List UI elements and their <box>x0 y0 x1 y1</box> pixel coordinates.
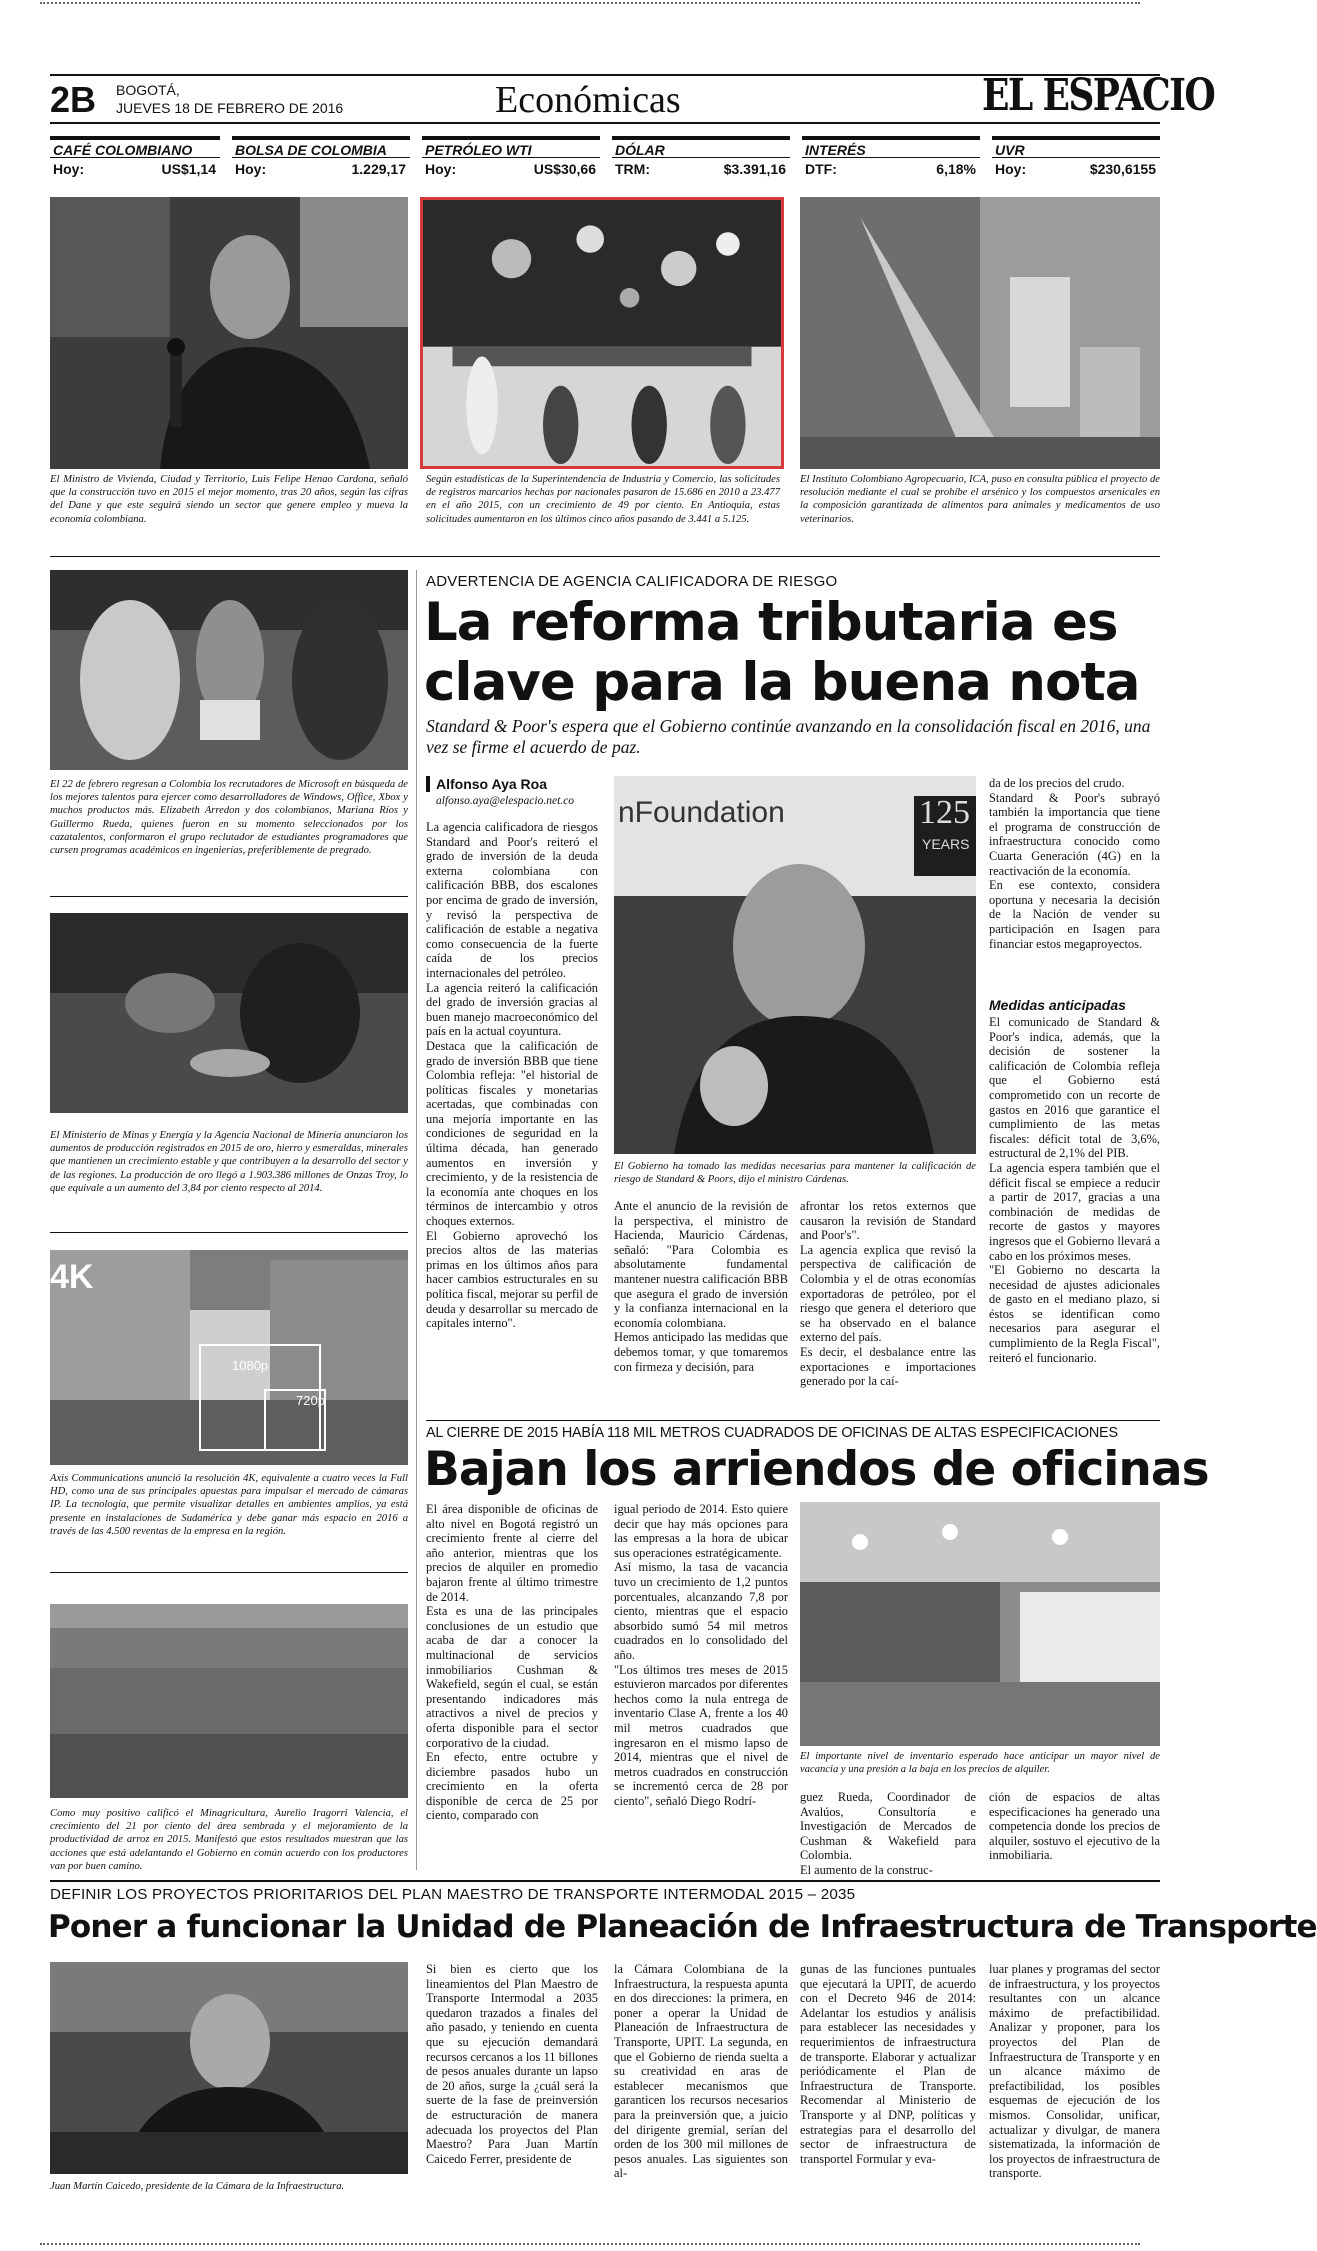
photo-mineria <box>50 913 408 1113</box>
page-number: 2B <box>50 79 97 120</box>
photo-ica-laboratorio <box>800 197 1160 469</box>
article3-top-rule <box>50 1880 1160 1882</box>
header-bottom-rule <box>50 122 1160 124</box>
caption-axis: Axis Communications anunció la resolución 4K, equivalente a cuatro veces la Full HD, como una de sus principales apuestas para impulsar el mercado de cámaras IP. La tecnología, que permite visualizar detalles en ambientes amplios, ya está presente en instalaciones de Sudamérica y debe ganar más espacio en 2016 a través de las 4.500 reventas de la empresa en la región. <box>50 1473 408 1537</box>
article2-headline: Bajan los arriendos de oficinas <box>424 1442 1209 1497</box>
top-perforation <box>40 2 1140 6</box>
market-bolsa: BOLSA DE COLOMBIA Hoy: 1.229,17 <box>232 136 410 188</box>
photo-axis-4k <box>50 1250 408 1465</box>
market-dolar: DÓLAR TRM: $3.391,16 <box>612 136 790 188</box>
article3-column-1: Si bien es cierto que los lineamientos del Plan Maestro de Transporte Intermodal a 2035 quedaron trazados a finales del año pasado, y teniendo en cuenta que su ejecución demandará recursos cercanos a los 11 billones de pesos anuales durante un lapso de 20 años, surge la ¿cuál será la suerte de la fase de preinversión de estructuración de manera adecuada los proyectos del Plan Maestro? Para Juan Martín Caicedo Ferrer, presidente de <box>426 1962 598 2166</box>
caption-caicedo: Juan Martín Caicedo, presidente de la Cámara de la Infraestructura. <box>50 2181 345 2192</box>
article1-kicker: ADVERTENCIA DE AGENCIA CALIFICADORA DE RIESGO <box>426 573 838 590</box>
photo-microsoft <box>50 570 408 770</box>
photo-oficinas <box>800 1502 1160 1746</box>
article1-column-3: afrontar los retos externos que causaron la revisión de Standard and Poor's". La agencia explica que revisó la perspectiva de calificación de Colombia y el de otras economías exportadoras de petróleo, por el riesgo que genera el deterioro que se ha observado en el balance externo del país. Es decir, el desbalance entre las exportaciones e importaciones generado por la caí- <box>800 1199 976 1389</box>
photo-caicedo <box>50 1962 408 2174</box>
article2-column-1: El área disponible de oficinas de alto nivel en Bogotá registró un crecimiento frente al cierre del año anterior, mientras que los precios de alquiler en promedio bajaron frente al último trimestre de 2014. Esta es una de las principales conclusiones de un estudio que acaba de dar a conocer la multinacional de servicios inmobiliarios Cushman & Wakefield, según el cual, se están presentando indicadores más atractivos a nivel de precios y oferta disponible para el sector corporativo de la ciudad. En efecto, entre octubre y diciembre pasados hubo un crecimiento en la oferta disponible de cerca de 25 por ciento, comparado con <box>426 1502 598 1823</box>
article3-column-4: luar planes y programas del sector de infraestructura, y los proyectos resultantes con un alcance máximo de prefactibilidad. Analizar y proponer, para los proyectos del Plan de Infraestructura de Transporte y en un alcance máximo de prefactibilidad, los posibles esquemas de ejecución de los mismos. Consolidar, unificar, actualizar y divulgar, de manera sistematizada, la información de los proyectos de infraestructura de transporte. <box>989 1962 1160 2181</box>
caption-cardenas: El Gobierno ha tomado las medidas necesarias para mantener la calificación de riesgo de Standard & Poors, dijo el ministro Cárdenas. <box>614 1161 976 1186</box>
caption-ica: El Instituto Colombiano Agropecuario, ICA, puso en consulta pública el proyecto de resolución mediante el cual se prohíbe el arsénico y los compuestos arsenicales en la composición garantizada de alimentos para animales y medicamentos de uso veterinarios. <box>800 474 1160 525</box>
article2-column-4: ción de espacios de altas especificaciones ha generado una competencia donde los precios de alquiler, sostuvo el ejecutivo de la inmobiliaria. <box>989 1790 1160 1863</box>
article1-bottom-rule <box>426 1420 1160 1421</box>
photo-banner-125: 125 <box>919 794 970 831</box>
article1-headline-line1: La reforma tributaria es <box>424 592 1118 653</box>
label-720p: 720p <box>296 1393 325 1408</box>
article1-column-1: La agencia calificadora de riesgos Standard and Poor's reiteró el grado de inversión de la deuda externa colombiana con calificación BBB, dos escalones por encima de grado de inversión, y revisó la perspectiva de calificación de estable a negativa como consecuencia de la fuerte caída de los precios internacionales del petróleo. La agencia reiteró la calificación del grado de inversión gracias al buen manejo macroeconómico del país en la actual coyuntura. Destaca que la calificación de grado de inversión BBB que tiene Colombia refleja: "el historial de políticas fiscales y monetarias acertadas, que combinadas con una mejoría importante en las condiciones de seguridad en la última década, han generado aumentos en inversión y crecimiento, y de la resistencia de la economía ante choques en los términos de intercambio y otros choques externos. El Gobierno aprovechó los precios altos de las materias primas en los últimos años para hacer cambios estructurales en su política fiscal, mejorar su perfil de deuda y desarrollar su mercado de capitales interno". <box>426 820 598 1331</box>
label-1080p: 1080p <box>232 1358 269 1373</box>
caption-registros-marcarios: Según estadísticas de la Superintendencia de Industria y Comercio, las solicitudes de registros marcarios hechas por nacionales pasaron de 15.686 en 2010 a 23.477 en el año 2015, con un crecimiento de 49 por ciento. En Antioquia, estas solicitudes aumentaron en los últimos cinco años pasando de 3.441 a 5.125. <box>426 474 780 525</box>
photo-registros-marcarios <box>420 197 784 469</box>
article1-headline-line2: clave para la buena nota <box>424 652 1140 713</box>
caption-oficinas: El importante nivel de inventario esperado hace anticipar un mayor nivel de vacancia y una presión a la baja en los precios de alquiler. <box>800 1751 1160 1776</box>
market-interes: INTERÉS DTF: 6,18% <box>802 136 980 188</box>
sidebar-rule-3 <box>50 1572 408 1573</box>
article1-column-4b: El comunicado de Standard & Poor's indica, además, que la decisión de sostener la calificación de Colombia refleja que el Gobierno está comprometido con un recorte de gastos en 2016 que garantice el cumplimiento de las metas fiscales: déficit total de 3,6%, estructural de 2,1% del PIB. La agencia espera también que el déficit fiscal se empiece a reducir a partir de 2017, gracias a una combinación de medidas de recorte de gastos y mayores ingresos que el Gobierno llevará a cabo en los próximos meses. "El Gobierno no descarta la necesidad de ajustes adicionales de gasto en el mediano plazo, si éstos se identifican como necesarios para asegurar el cumplimiento de la Regla Fiscal", reiteró el funcionario. <box>989 1015 1160 1365</box>
market-cafe: CAFÉ COLOMBIANO Hoy: US$1,14 <box>50 136 220 188</box>
photo-cardenas <box>614 776 976 1154</box>
article3-column-3: gunas de las funciones puntuales que ejecutará la UPIT, de acuerdo con el Decreto 946 de 2014: Adelantar los estudios y análisis para establecer las necesidades y requerimientos de infraestructura de transporte. Elaborar y actualizar periódicamente el Plan de Infraestructura de Transporte. Recomendar al Ministerio de Transporte y al DNP, políticas y estrategias para el desarrollo del sector de infraestructura de transportel Formular y eva- <box>800 1962 976 2166</box>
top-section-rule <box>50 556 1160 557</box>
article1-subhead: Medidas anticipadas <box>989 997 1126 1013</box>
photo-arroz <box>50 1604 408 1798</box>
article3-column-2: la Cámara Colombiana de la Infraestructura, la respuesta apunta en dos direcciones: la primera, en poner a operar la Unidad de Planeación de Infraestructura de Transporte, UPIT. La segunda, en que el Gobierno de rienda suelta a su creatividad en aras de establecer mecanismos que garanticen los recursos necesarios para la preinversión que, a juicio del dirigente gremial, serían del orden de los 300 mil millones de pesos anuales. Las siguientes son al- <box>614 1962 788 2181</box>
article1-column-4a: da de los precios del crudo. Standard & Poor's subrayó también la importancia que tiene el programa de construcción de infraestructura conocido como Cuarta Generación (4G) en la reactivación de la economía. En ese contexto, considera oportuna y necesaria la decisión de la Nación de vender su participación en Isagen para financiar estos megaproyectos. <box>989 776 1160 951</box>
section-title: Económicas <box>495 79 681 121</box>
article1-email: alfonso.aya@elespacio.net.co <box>436 795 575 807</box>
sidebar-rule-2 <box>50 1232 408 1233</box>
caption-arroz: Como muy positivo calificó el Minagricultura, Aurelio Iragorri Valencia, el crecimiento del 21 por ciento del área sembrada y el mejoramiento de la productividad de arroz en 2015. Manifestó que estos resultados muestran que las acciones que está adelantando el Gobierno en común acuerdo con los productores van por buen camino. <box>50 1808 408 1872</box>
photo-banner-foundation: nFoundation <box>618 796 785 829</box>
article3-kicker: DEFINIR LOS PROYECTOS PRIORITARIOS DEL PLAN MAESTRO DE TRANSPORTE INTERMODAL 2015 – 2035 <box>50 1886 856 1903</box>
sidebar-rule-1 <box>50 896 408 897</box>
bottom-perforation <box>40 2243 1140 2247</box>
article3-headline: Poner a funcionar la Unidad de Planeación de Infraestructura de Transporte <box>48 1909 1317 1945</box>
header-date: JUEVES 18 DE FEBRERO DE 2016 <box>116 100 344 116</box>
market-uvr: UVR Hoy: $230,6155 <box>992 136 1160 188</box>
article2-kicker: AL CIERRE DE 2015 HABÍA 118 MIL METROS CUADRADOS DE OFICINAS DE ALTAS ESPECIFICACIONES <box>426 1425 1118 1441</box>
caption-mineria: El Ministerio de Minas y Energía y la Agencia Nacional de Minería anunciaron los aumentos de producción registrados en 2015 de oro, hierro y esmeraldas, minerales que mantienen un crecimiento estable y que contribuyen a la desarrollo del sector y de las regiones. La producción de oro llegó a 1.903.386 millones de Onzas Troy, lo que equivale a un aumento del 3,84 por ciento respecto al 2014. <box>50 1130 408 1194</box>
photo-minister-vivienda <box>50 197 408 469</box>
masthead-logo: EL ESPACIO <box>982 70 1215 121</box>
photo-banner-years: YEARS <box>922 836 970 852</box>
label-4k: 4K <box>50 1258 94 1296</box>
market-bar <box>50 136 1160 188</box>
article2-column-2: igual periodo de 2014. Esto quiere decir que hay más opciones para las empresas a la hora de ubicar sus operaciones estratégicamente. Así mismo, la tasa de vacancia tuvo un crecimiento de 1,2 puntos porcentuales, alcanzando 7,8 por ciento, mientras que el espacio absorbido sumó 54 mil metros cuadrados en lo consolidado del año. "Los últimos tres meses de 2015 estuvieron marcados por diferentes hechos como la nula entrega de inventario Clase A, frente a los 40 mil metros cuadrados que ingresaron en el mismo lapso de 2014, mientras que el nivel de metros cuadrados en construcción se incrementó cerca de 28 por ciento", señaló Diego Rodrí- <box>614 1502 788 1808</box>
article2-column-3: guez Rueda, Coordinador de Avalúos, Consultoría e Investigación de Mercados de Cushman & Wakefield para Colombia. El aumento de la construc- <box>800 1790 976 1877</box>
caption-minister-vivienda: El Ministro de Vivienda, Ciudad y Territorio, Luis Felipe Henao Cardona, señaló que la construcción tuvo en 2015 el mejor momento, tras 20 años, según las cifras del Dane y que este seguirá siendo un sector que genere empleo y mueva la economía colombiana. <box>50 474 408 525</box>
sidebar-vertical-rule <box>416 570 417 1870</box>
caption-microsoft: El 22 de febrero regresan a Colombia los recrutadores de Microsoft en búsqueda de los mejores talentos para ejercer como desarrolladores de Windows, Office, Xbox y muchos productos más. Elizabeth Arredon y dos colombianos, Mariana Ríos y Guillermo Rueda, quienes fueron en su momento seleccionados por los cazatalentos, conformaron el grupo reclutador de estudiantes programadores que cursen programas académicos en ingenierías, preferiblemente de pregrado. <box>50 779 408 857</box>
article1-deck: Standard & Poor's espera que el Gobierno continúe avanzando en la consolidación fiscal en 2016, una vez se firme el acuerdo de paz. <box>426 716 1151 757</box>
article1-author: Alfonso Aya Roa <box>426 776 547 792</box>
market-petroleo: PETRÓLEO WTI Hoy: US$30,66 <box>422 136 600 188</box>
article1-column-2: Ante el anuncio de la revisión de la perspectiva, el ministro de Hacienda, Mauricio Cárdenas, señaló: "Para Colombia es absolutamente fundamental mantener nuestra calificación BBB que asegura el grado de inversión y la confianza internacional en la economía colombiana. Hemos anticipado las medidas que debemos tomar, y que tomaremos con firmeza y decisión, para <box>614 1199 788 1374</box>
header-city: BOGOTÁ, <box>116 82 180 98</box>
